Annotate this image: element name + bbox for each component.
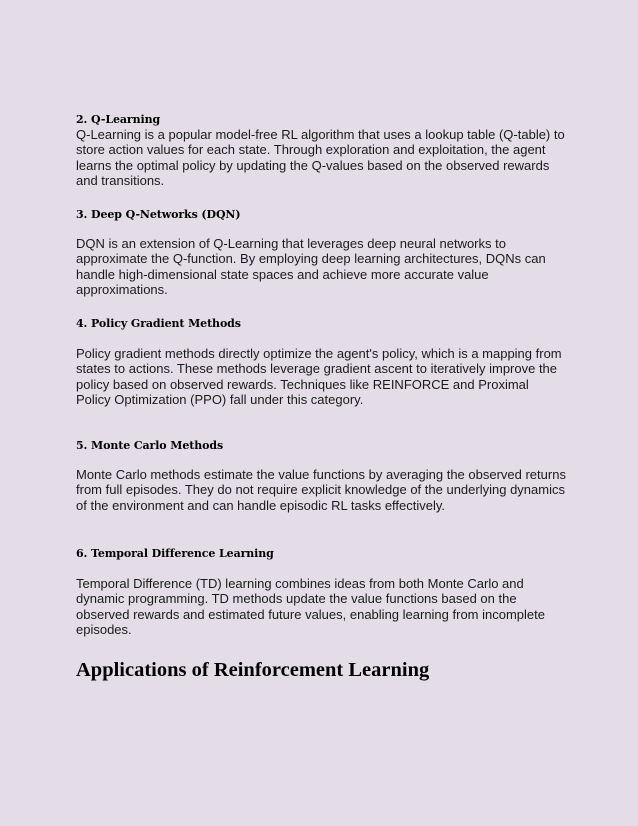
paragraph-policy-gradient: Policy gradient methods directly optimize the agent's policy, which is a mapping from states to actions. These methods leverage gradient ascent to iteratively improve the policy based on observed rewards. Techniques like REINFORCE and Proximal Policy Optimization (PPO) fall under this category. (76, 346, 562, 407)
paragraph-monte-carlo: Monte Carlo methods estimate the value functions by averaging the observed returns from full episodes. They do not require explicit knowledge of the underlying dynamics of the environment and can handle episodic RL tasks effectively. (76, 467, 566, 513)
paragraph-temporal-difference: Temporal Difference (TD) learning combines ideas from both Monte Carlo and dynamic programming. TD methods update the value functions based on the observed rewards and estimated future values, enabling learning from incomplete episodes. (76, 576, 545, 637)
heading-dqn: 3. Deep Q-Networks (DQN) (76, 208, 241, 221)
paragraph-q-learning: Q-Learning is a popular model-free RL algorithm that uses a lookup table (Q-table) to store action values for each state. Through exploration and exploitation, the agent learns the optimal policy by updating the Q-values based on the observed rewards and transitions. (76, 127, 565, 188)
heading-q-learning: 2. Q-Learning (76, 113, 161, 126)
section-title-applications: Applications of Reinforcement Learning (76, 659, 430, 681)
paragraph-dqn: DQN is an extension of Q-Learning that leverages deep neural networks to approximate the Q-function. By employing deep learning architectures, DQNs can handle high-dimensional state spaces and achieve more accurate value approximations. (76, 236, 546, 297)
heading-policy-gradient: 4. Policy Gradient Methods (76, 317, 241, 330)
heading-temporal-difference: 6. Temporal Difference Learning (76, 547, 274, 560)
heading-monte-carlo: 5. Monte Carlo Methods (76, 439, 224, 452)
